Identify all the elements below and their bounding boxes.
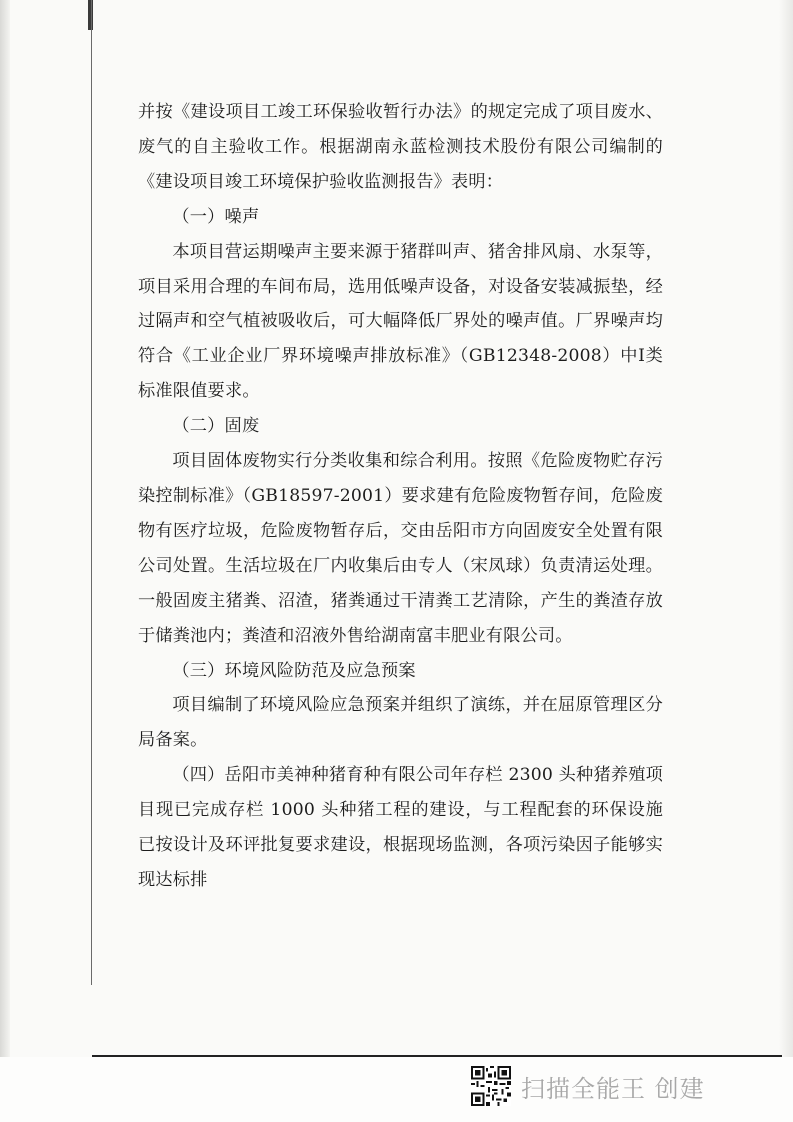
scanner-watermark xyxy=(471,1066,705,1106)
paragraph-conclusion: （四）岳阳市美神种猪育种有限公司年存栏 2300 头种猪养殖项目现已完成存栏 1000 头种猪工程的建设，与工程配套的环保设施已按设计及环评批复要求建设，根据现场监测，各项污染因子能够实现达标排 xyxy=(138,765,663,890)
paragraph-solid-waste: 项目固体废物实行分类收集和综合利用。按照《危险废物贮存污染控制标准》（GB18597-2001）要求建有危险废物暂存间，危险废物有医疗垃圾，危险废物暂存后，交由岳阳市方向固废安全处置有限公司处置。生活垃圾在厂内收集后由专人（宋凤球）负责清运处理。一般固废主猪粪、沼渣，猪粪通过干清粪工艺清除，产生的粪渣存放于储粪池内；粪渣和沼液外售给湖南富丰肥业有限公司。 xyxy=(138,451,663,646)
page-edge-right xyxy=(779,0,793,1122)
paragraph-intro: 并按《建设项目工竣工环保验收暂行办法》的规定完成了项目废水、废气的自主验收工作。根据湖南永蓝检测技术股份有限公司编制的《建设项目竣工环境保护验收监测报告》表明： xyxy=(138,102,663,192)
document-body xyxy=(138,95,663,898)
heading-noise: （一）噪声 xyxy=(172,206,260,227)
qr-code-icon xyxy=(471,1066,511,1106)
heading-environmental-risk: （三）环境风险防范及应急预案 xyxy=(172,660,416,681)
scan-shadow-left xyxy=(0,0,10,1122)
page-edge-left xyxy=(91,0,92,985)
paragraph-noise: 本项目营运期噪声主要来源于猪群叫声、猪舍排风扇、水泵等，项目采用合理的车间布局，选用低噪声设备，对设备安装减振垫，经过隔声和空气植被吸收后，可大幅降低厂界处的噪声值。厂界噪声均符合《工业企业厂界环境噪声排放标准》（GB12348-2008）中Ⅰ类标准限值要求。 xyxy=(138,241,663,402)
paragraph-environmental-risk: 项目编制了环境风险应急预案并组织了演练，并在屈原管理区分局备案。 xyxy=(138,695,663,751)
heading-solid-waste: （二）固废 xyxy=(172,416,260,437)
watermark-text: 扫描全能王 创建 xyxy=(521,1074,705,1103)
